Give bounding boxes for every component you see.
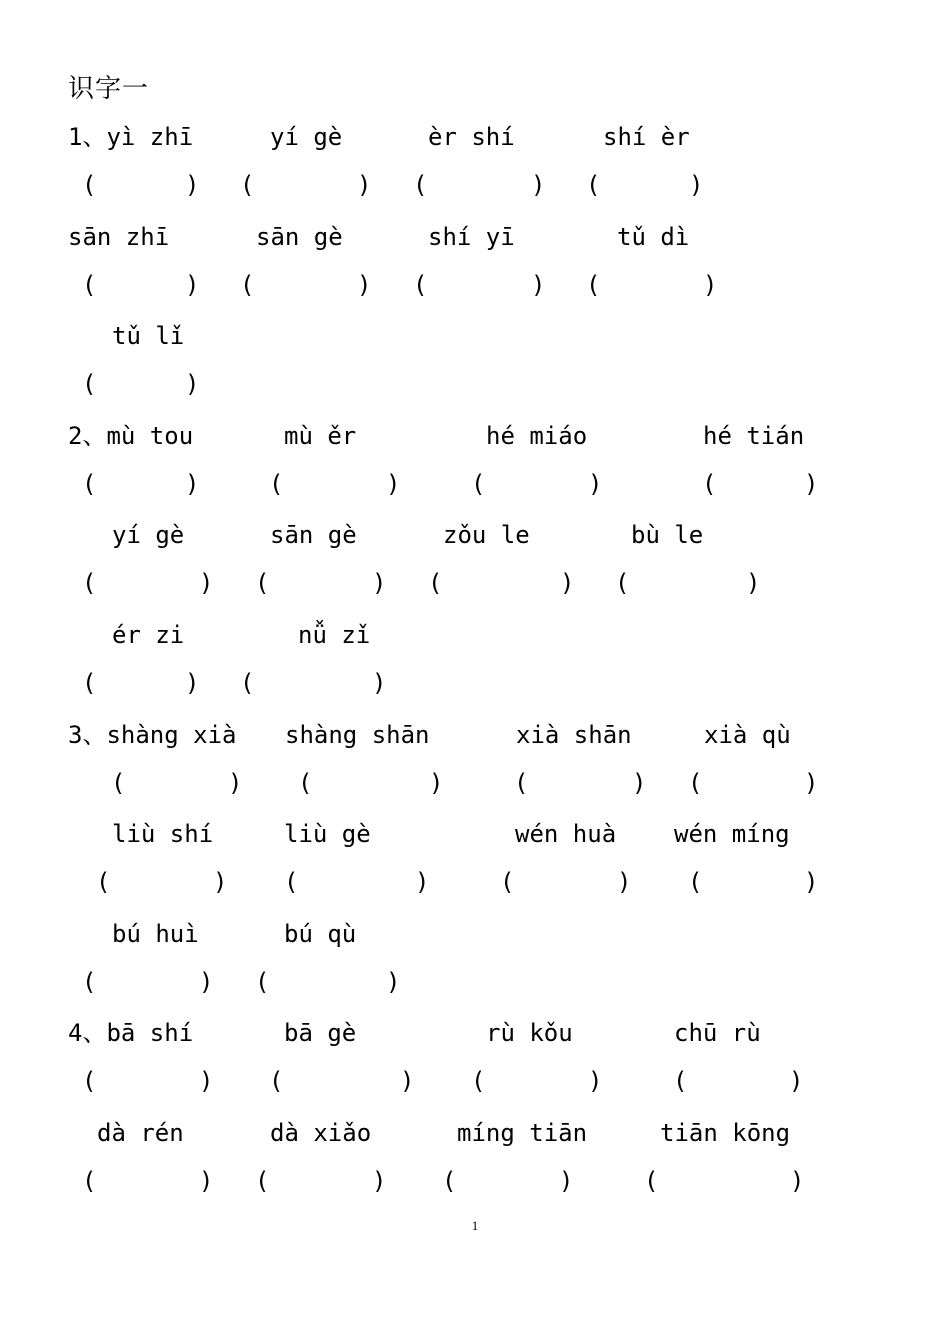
answer-paren-open: ( bbox=[82, 669, 97, 697]
answer-paren-close: ) bbox=[228, 769, 243, 797]
pinyin-item: sān gè bbox=[270, 521, 357, 549]
page-title: 识字一 bbox=[68, 74, 150, 104]
answer-paren-open: ( bbox=[269, 1067, 284, 1095]
answer-paren-close: ) bbox=[372, 569, 387, 597]
answer-paren-open: ( bbox=[255, 569, 270, 597]
answer-paren-close: ) bbox=[185, 470, 200, 498]
answer-paren-open: ( bbox=[644, 1167, 659, 1195]
answer-paren-open: ( bbox=[514, 769, 529, 797]
pinyin-item: rù kǒu bbox=[486, 1019, 573, 1047]
answer-paren-open: ( bbox=[82, 569, 97, 597]
answer-paren-close: ) bbox=[199, 968, 214, 996]
answer-paren-close: ) bbox=[804, 769, 819, 797]
answer-paren-close: ) bbox=[357, 171, 372, 199]
pinyin-item: shí èr bbox=[603, 123, 690, 151]
answer-paren-close: ) bbox=[632, 769, 647, 797]
answer-paren-open: ( bbox=[82, 470, 97, 498]
answer-paren-close: ) bbox=[531, 271, 546, 299]
pinyin-item: shàng shān bbox=[285, 721, 430, 749]
pinyin-item: chū rù bbox=[674, 1019, 761, 1047]
pinyin-item: bù le bbox=[631, 521, 704, 549]
answer-paren-close: ) bbox=[703, 271, 718, 299]
answer-paren-close: ) bbox=[588, 470, 603, 498]
pinyin-item: hé tián bbox=[703, 422, 805, 450]
answer-paren-open: ( bbox=[240, 171, 255, 199]
answer-paren-close: ) bbox=[415, 868, 430, 896]
pinyin-item: xià shān bbox=[516, 721, 632, 749]
answer-paren-open: ( bbox=[586, 171, 601, 199]
answer-paren-close: ) bbox=[588, 1067, 603, 1095]
answer-paren-close: ) bbox=[357, 271, 372, 299]
answer-paren-open: ( bbox=[111, 769, 126, 797]
answer-paren-close: ) bbox=[185, 171, 200, 199]
answer-paren-close: ) bbox=[213, 868, 228, 896]
answer-paren-close: ) bbox=[689, 171, 704, 199]
answer-paren-open: ( bbox=[673, 1067, 688, 1095]
pinyin-item: liù shí bbox=[112, 820, 214, 848]
pinyin-item: hé miáo bbox=[486, 422, 588, 450]
answer-paren-close: ) bbox=[185, 669, 200, 697]
pinyin-item: ér zi bbox=[112, 621, 185, 649]
answer-paren-open: ( bbox=[298, 769, 313, 797]
pinyin-item: sān zhī bbox=[68, 223, 170, 251]
answer-paren-close: ) bbox=[789, 1067, 804, 1095]
answer-paren-open: ( bbox=[82, 968, 97, 996]
pinyin-item: mù ěr bbox=[284, 422, 357, 450]
pinyin-item: sān gè bbox=[256, 223, 343, 251]
answer-paren-open: ( bbox=[284, 868, 299, 896]
answer-paren-open: ( bbox=[82, 1167, 97, 1195]
pinyin-item: èr shí bbox=[428, 123, 515, 151]
answer-paren-close: ) bbox=[429, 769, 444, 797]
answer-paren-open: ( bbox=[688, 769, 703, 797]
answer-paren-open: ( bbox=[255, 1167, 270, 1195]
answer-paren-close: ) bbox=[790, 1167, 805, 1195]
answer-paren-close: ) bbox=[199, 1067, 214, 1095]
answer-paren-close: ) bbox=[560, 569, 575, 597]
answer-paren-open: ( bbox=[615, 569, 630, 597]
answer-paren-close: ) bbox=[746, 569, 761, 597]
pinyin-item: xià qù bbox=[704, 721, 791, 749]
answer-paren-close: ) bbox=[400, 1067, 415, 1095]
pinyin-item: dà xiǎo bbox=[270, 1119, 372, 1147]
answer-paren-close: ) bbox=[386, 968, 401, 996]
pinyin-item: míng tiān bbox=[457, 1119, 588, 1147]
answer-paren-open: ( bbox=[413, 271, 428, 299]
answer-paren-close: ) bbox=[372, 669, 387, 697]
pinyin-item: 2、mù tou bbox=[68, 422, 194, 450]
pinyin-item: 4、bā shí bbox=[68, 1019, 194, 1047]
answer-paren-close: ) bbox=[531, 171, 546, 199]
pinyin-item: yí gè bbox=[112, 521, 185, 549]
pinyin-item: bú huì bbox=[112, 920, 199, 948]
pinyin-item: bú qù bbox=[284, 920, 357, 948]
pinyin-item: dà rén bbox=[97, 1119, 184, 1147]
answer-paren-close: ) bbox=[804, 470, 819, 498]
pinyin-item: 3、shàng xià bbox=[68, 721, 237, 749]
answer-paren-close: ) bbox=[804, 868, 819, 896]
pinyin-item: tǔ dì bbox=[617, 223, 690, 251]
answer-paren-open: ( bbox=[702, 470, 717, 498]
answer-paren-open: ( bbox=[428, 569, 443, 597]
pinyin-item: tǔ lǐ bbox=[112, 322, 185, 350]
pinyin-item: shí yī bbox=[428, 223, 515, 251]
pinyin-item: yí gè bbox=[270, 123, 343, 151]
answer-paren-open: ( bbox=[413, 171, 428, 199]
pinyin-item: liù gè bbox=[284, 820, 371, 848]
answer-paren-close: ) bbox=[199, 1167, 214, 1195]
answer-paren-open: ( bbox=[96, 868, 111, 896]
pinyin-item: tiān kōng bbox=[660, 1119, 791, 1147]
answer-paren-open: ( bbox=[500, 868, 515, 896]
answer-paren-open: ( bbox=[442, 1167, 457, 1195]
answer-paren-open: ( bbox=[688, 868, 703, 896]
answer-paren-open: ( bbox=[82, 370, 97, 398]
answer-paren-close: ) bbox=[386, 470, 401, 498]
answer-paren-close: ) bbox=[199, 569, 214, 597]
answer-paren-open: ( bbox=[586, 271, 601, 299]
answer-paren-close: ) bbox=[185, 370, 200, 398]
pinyin-item: bā gè bbox=[284, 1019, 357, 1047]
answer-paren-open: ( bbox=[82, 1067, 97, 1095]
pinyin-item: wén míng bbox=[674, 820, 790, 848]
pinyin-item: zǒu le bbox=[443, 521, 530, 549]
answer-paren-open: ( bbox=[82, 271, 97, 299]
pinyin-item: wén huà bbox=[515, 820, 617, 848]
answer-paren-open: ( bbox=[471, 1067, 486, 1095]
answer-paren-open: ( bbox=[82, 171, 97, 199]
answer-paren-open: ( bbox=[471, 470, 486, 498]
answer-paren-open: ( bbox=[240, 669, 255, 697]
answer-paren-open: ( bbox=[255, 968, 270, 996]
answer-paren-close: ) bbox=[185, 271, 200, 299]
answer-paren-open: ( bbox=[269, 470, 284, 498]
pinyin-item: 1、yì zhī bbox=[68, 123, 194, 151]
answer-paren-close: ) bbox=[617, 868, 632, 896]
answer-paren-open: ( bbox=[240, 271, 255, 299]
page-number: 1 bbox=[471, 1218, 479, 1233]
answer-paren-close: ) bbox=[559, 1167, 574, 1195]
pinyin-item: nǚ zǐ bbox=[298, 621, 371, 649]
answer-paren-close: ) bbox=[372, 1167, 387, 1195]
